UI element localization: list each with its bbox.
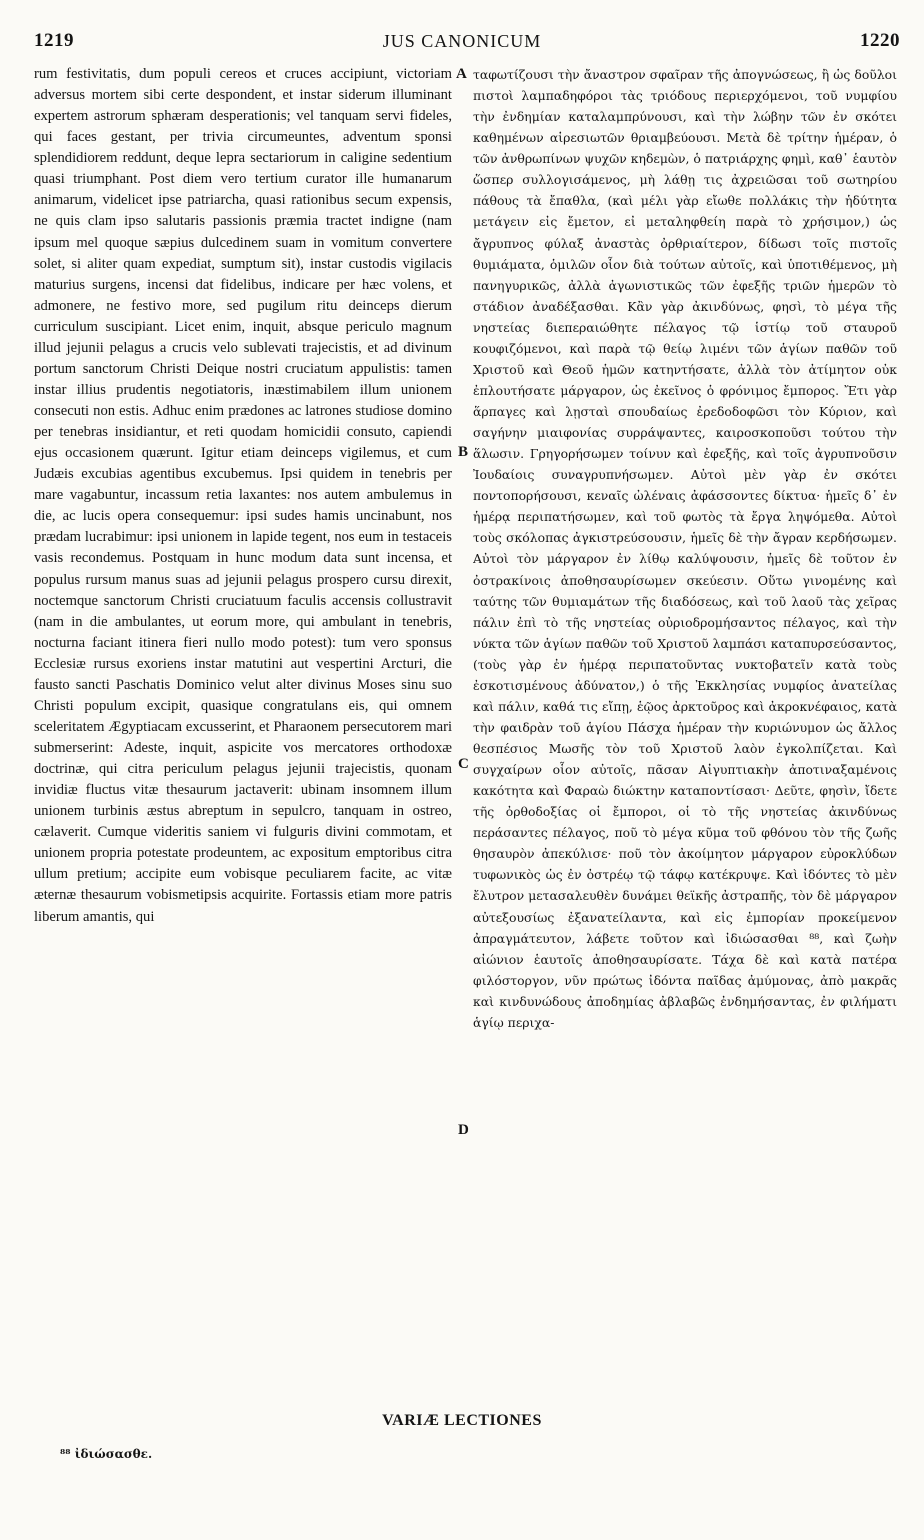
page-number-left: 1219 [34,30,74,51]
footnote-88: ⁸⁸ ἰδιώσασθε. [60,1447,153,1461]
page-header [0,0,924,62]
margin-letter-b: B [458,444,469,460]
page-number-right: 1220 [860,30,900,51]
variae-lectiones-heading: VARIÆ LECTIONES [382,1412,542,1429]
margin-letter-d: D [458,1122,469,1138]
greek-text: ταφωτίζουσι τὴν ἄναστρον σφαῖραν τῆς ἀπογνώσεως, ἢ ὡς δοῦλοι πιστοὶ λαμπαδηφόροι τὰς τριόδους περιερχόμενοι, τοῦ νυμφίου τὴν ἐνδημίαν καταλαμπρύνουσι, καὶ τὴν λώβην τῶν ἐν σκότει καθημένων αἱρεσιωτῶν θριαμβεύουσι. Μετὰ δὲ τρίτην ἡμέραν, ὁ τῶν ἀνθρωπίνων ψυχῶν κηδεμὼν, ὁ πατριάρχης φημὶ, καθ᾽ ἑαυτὸν ὥσπερ συλλογισάμενος, μὴ λάθῃ τις ἀχρειῶσαι τοῦ σωτηρίου πάθους τὰ ἔπαθλα, (καὶ μέλι γὰρ εἴωθε πολλάκις τὴν ἡδύτητα μετάγειν εἰς ἔμετον, εἰ μεταληφθείη παρὰ τὸ χρήσιμον,) ὡς ἄγρυπνος φύλαξ ἀναστὰς ὀρθριαίτερον, δίδωσι τοῖς πιστοῖς θυμιάματα, ὁμιλῶν οἷον διὰ τούτων αὐτοῖς, καὶ ὑποτιθέμενος, μὴ πανηγυρικῶς, ἀλλὰ ἀγωνιστικῶς τῶν ἐφεξῆς τριῶν ἡμερῶν τὸ στάδιον ἀναδέξασθαι. Κἂν γὰρ ἀκινδύνως, φησὶ, τὸ μέγα τῆς νηστείας διεπεραιώθητε πέλαγος τῷ ἱστίῳ τοῦ σταυροῦ κουφιζόμενοι, καὶ παρὰ τῷ θείῳ λιμένι τῶν ἁγίων παθῶν τοῦ Χριστοῦ καὶ Θεοῦ ἡμῶν κατηντήσατε, ἀλλὰ τὸν ἀτίμητον οὐκ ἐπλουτήσατε μάργαρον, ὡς ἐκεῖνος ὁ φρόνιμος ἔμπορος. Ἔτι γὰρ ἅρπαγες καὶ λῃσταὶ σπουδαίως ἐρεδοδοφῶσι τὸν Κύριον, καὶ σαγήνην μιαιφονίας συρράψαντες, καιροσκοποῦσι τούτου τὴν ἅλωσιν. Γρηγορήσωμεν τοίνυν καὶ ἐφεξῆς, καὶ τοῖς ἀγρυπνοῦσιν Ἰουδαίοις συναγρυπνήσωμεν. Αὐτοὶ μὲν γὰρ ἐν σκότει ποντοπορήσουσι, κεναῖς ὠλέναις ἀφάσσοντες δίκτυα· ἡμεῖς δ᾽ ἐν ἡμέρᾳ περιπατήσωμεν, καὶ τοῦ φωτὸς τὰ ἔργα ληψόμεθα. Αὐτοὶ τοὺς σκόλοπας ἀγκιστρεύσουσιν, ἡμεῖς δὲ τὴν ἄγραν κερδήσωμεν. Αὐτοὶ τὸν μάργαρον ἐν λίθῳ καλύψουσιν, ἡμεῖς δὲ τοῦτον ἐν ὀστρακίνοις ἀποθησαυρίσωμεν σκεύεσιν. Οὕτω γινομένης καὶ ταύτης τῶν θυμιαμάτων τῆς διαδόσεως, καὶ τοῦ λαοῦ τὰς χεῖρας πάλιν ἐπὶ τὸ τῆς νηστείας οὐριοδρομήσαντος πέλαγος, καὶ τὴν νύκτα τῶν ἁγίων παθῶν τοῦ Χριστοῦ λαμπάσι καταπυρσεύσαντος, (τοὺς γὰρ ἐν ἡμέρᾳ περιπατοῦντας νυκτοβατεῖν κατὰ τοὺς ἐσκοτισμένους ἀδύνατον,) ὁ τῆς Ἐκκλησίας νυμφίος ἀνατείλας καὶ πάλιν, καθά τις εἴπῃ, ἑῷος ἀρκτοῦρος καὶ ἀκροκνέφαιος, κατὰ τὴν φαιδρὰν τοῦ ἁγίου Πάσχα ἡμέραν τὴν κυριώνυμον ὡς ἄλλος θεσπέσιος Μωσῆς τὸν τοῦ Χριστοῦ λαὸν ἐγκολπίζεται. Καὶ συγχαίρων οἷον αὐτοῖς, πᾶσαν Αἰγυπτιακὴν ἀποτιναξαμένοις κακότητα καὶ Φαραὼ διώκτην καταποντίσασι· Δεῦτε, φησὶν, ἴδετε τῆς ὀρθοδοξίας οἱ ἔμποροι, οἱ τὸ τῆς νηστείας ἀκινδύνως περάσαντες πέλαγος, ποῦ τὸ μέγα κῦμα τοῦ φθόνου τὸν τῆς ζωῆς θησαυρὸν ἀπεκύλισε· ποῦ τὸν ἀκοίμητον μάργαρον εὐροκλύδων τυφωνικὸς ὡς ἐν ὀστρέῳ τῷ τάφῳ κατέκρυψε. Καὶ ἰδόντες τὸ μὲν ἔλυτρον μετασαλευθὲν δυνάμει θεϊκῆς ἀστραπῆς, τὸν δὲ μάργαρον αὐτεξουσίως ἐξανατείλαντα, καὶ εἰς ἐμπορίαν προκείμενον ἀπραγμάτευτον, λάβετε τοῦτον καὶ ἰδιώσασθαι ⁸⁸, καὶ ζωὴν αἰώνιον ἑαυτοῖς ἀποθησαυρίσατε. Τάχα δὲ καὶ κατὰ πατέρα φιλόστοργον, νῦν πρώτως ἰδόντα παῖδας ἀμύμονας, ἀπὸ μακρᾶς καὶ κινδυνώδους ἀποδημίας ἀβλαβῶς ἐνδημήσαντας, ἐν φιλήματι ἁγίῳ περιχα- [473,67,897,1030]
greek-column [473,64,897,1386]
latin-text: rum festivitatis, dum populi cereos et cruces accipiunt, victoriam adversus mortem sibi certe despondent, et instar siderum illuminant expertem astrorum sphæram desperationis; vel tanquam servi fideles, qui faces gestant, per trivia circumeuntes, adventum sponsi splendidiorem reddunt, deque lepra sectariorum in caligine sedentium quasi triumphant. Post diem vero tertium curator ille humanarum animarum, videlicet ipse patriarcha, quasi rationibus secum expensis, ne quis clam ipso salutaris passionis præmia tractet indigne (nam ipsum mel quoque sæpius dulcedinem suam in vomitum convertere solet, si aliter quam expediat, sumptum sit), instar custodis vigilacis maturius surgens, incensi dat fidelibus, indicare per hæc volens, et admonere, ne festivo more, sed pugilum ritu deinceps dierum curriculum suscipiant. Licet enim, inquit, absque periculo magnum illud jejunii pelagus a crucis velo sublevati trajecistis, et ad divinum portum sanctorum Christi Deique nostri cruciatum appulistis: tamen instar illius prudentis negotiatoris, inæstimabilem illum unionem consecuti non estis. Adhuc enim prædones ac latrones studiose domino per tenebras insidiantur, et reti quodam homicidii consuto, capiendi ejus occasionem quærunt. Igitur etiam deinceps vigilemus, et cum Judæis excubias agentibus excubemus. Ipsi quidem in tenebris per mare vagabuntur, incassum retia laxantes: nos autem ambulemus in die, ac lucis opera consequemur: ipsi sudes hamis uncinabunt, nos prædam lucrabimur: ipsi unionem in lapide tegent, nos eum in testaceis vasis recondemus. Postquam in hunc modum data sunt incensa, et populus rursum manus suas ad jejunii pelagus prospero cursu direxit, noctemque sanctorum Christi cruciatuum faculis accensis collustravit (nam in die ambulantes, ut eorum more, qui ambulant in tenebris, nocturna faciant itinera fieri nullo modo potest): tum vero sponsus Ecclesiæ rursus exoriens instar matutini aut vespertini Arcturi, die fausto sancti Paschatis Dominico velut alter divinus Moses sinu suo Christi populum excipit, quasique congratulans eis, qui omnem sceleritatem Ægyptiacam excusserint, et Pharaonem persecutorem mari submerserint: Adeste, inquit, aspicite vos mercatores orthodoxæ doctrinæ, qui citra periculum pelagus jejunii trajecistis, quonam invidiæ fluctus vitæ thesaurum jactaverit: ubinam insomnem illum unionem turbinis æstus abreptum in sepulcro, tanquam in ostreo, cælaverit. Cumque videritis saniem vi fulguris divini commotam, et unionem propria potestate prodeuntem, ac expositum emptoribus citra ullum pretium; accipite eum vobisque peculiarem facite, ac vitæ æternæ thesaurum vobismetipsis acquirite. Fortassis etiam more patris liberum amantis, qui [34,66,452,925]
latin-column [34,64,452,1386]
margin-letter-a: A [456,66,467,82]
margin-letter-c: C [458,756,469,772]
running-title: JUS CANONICUM [382,31,542,51]
